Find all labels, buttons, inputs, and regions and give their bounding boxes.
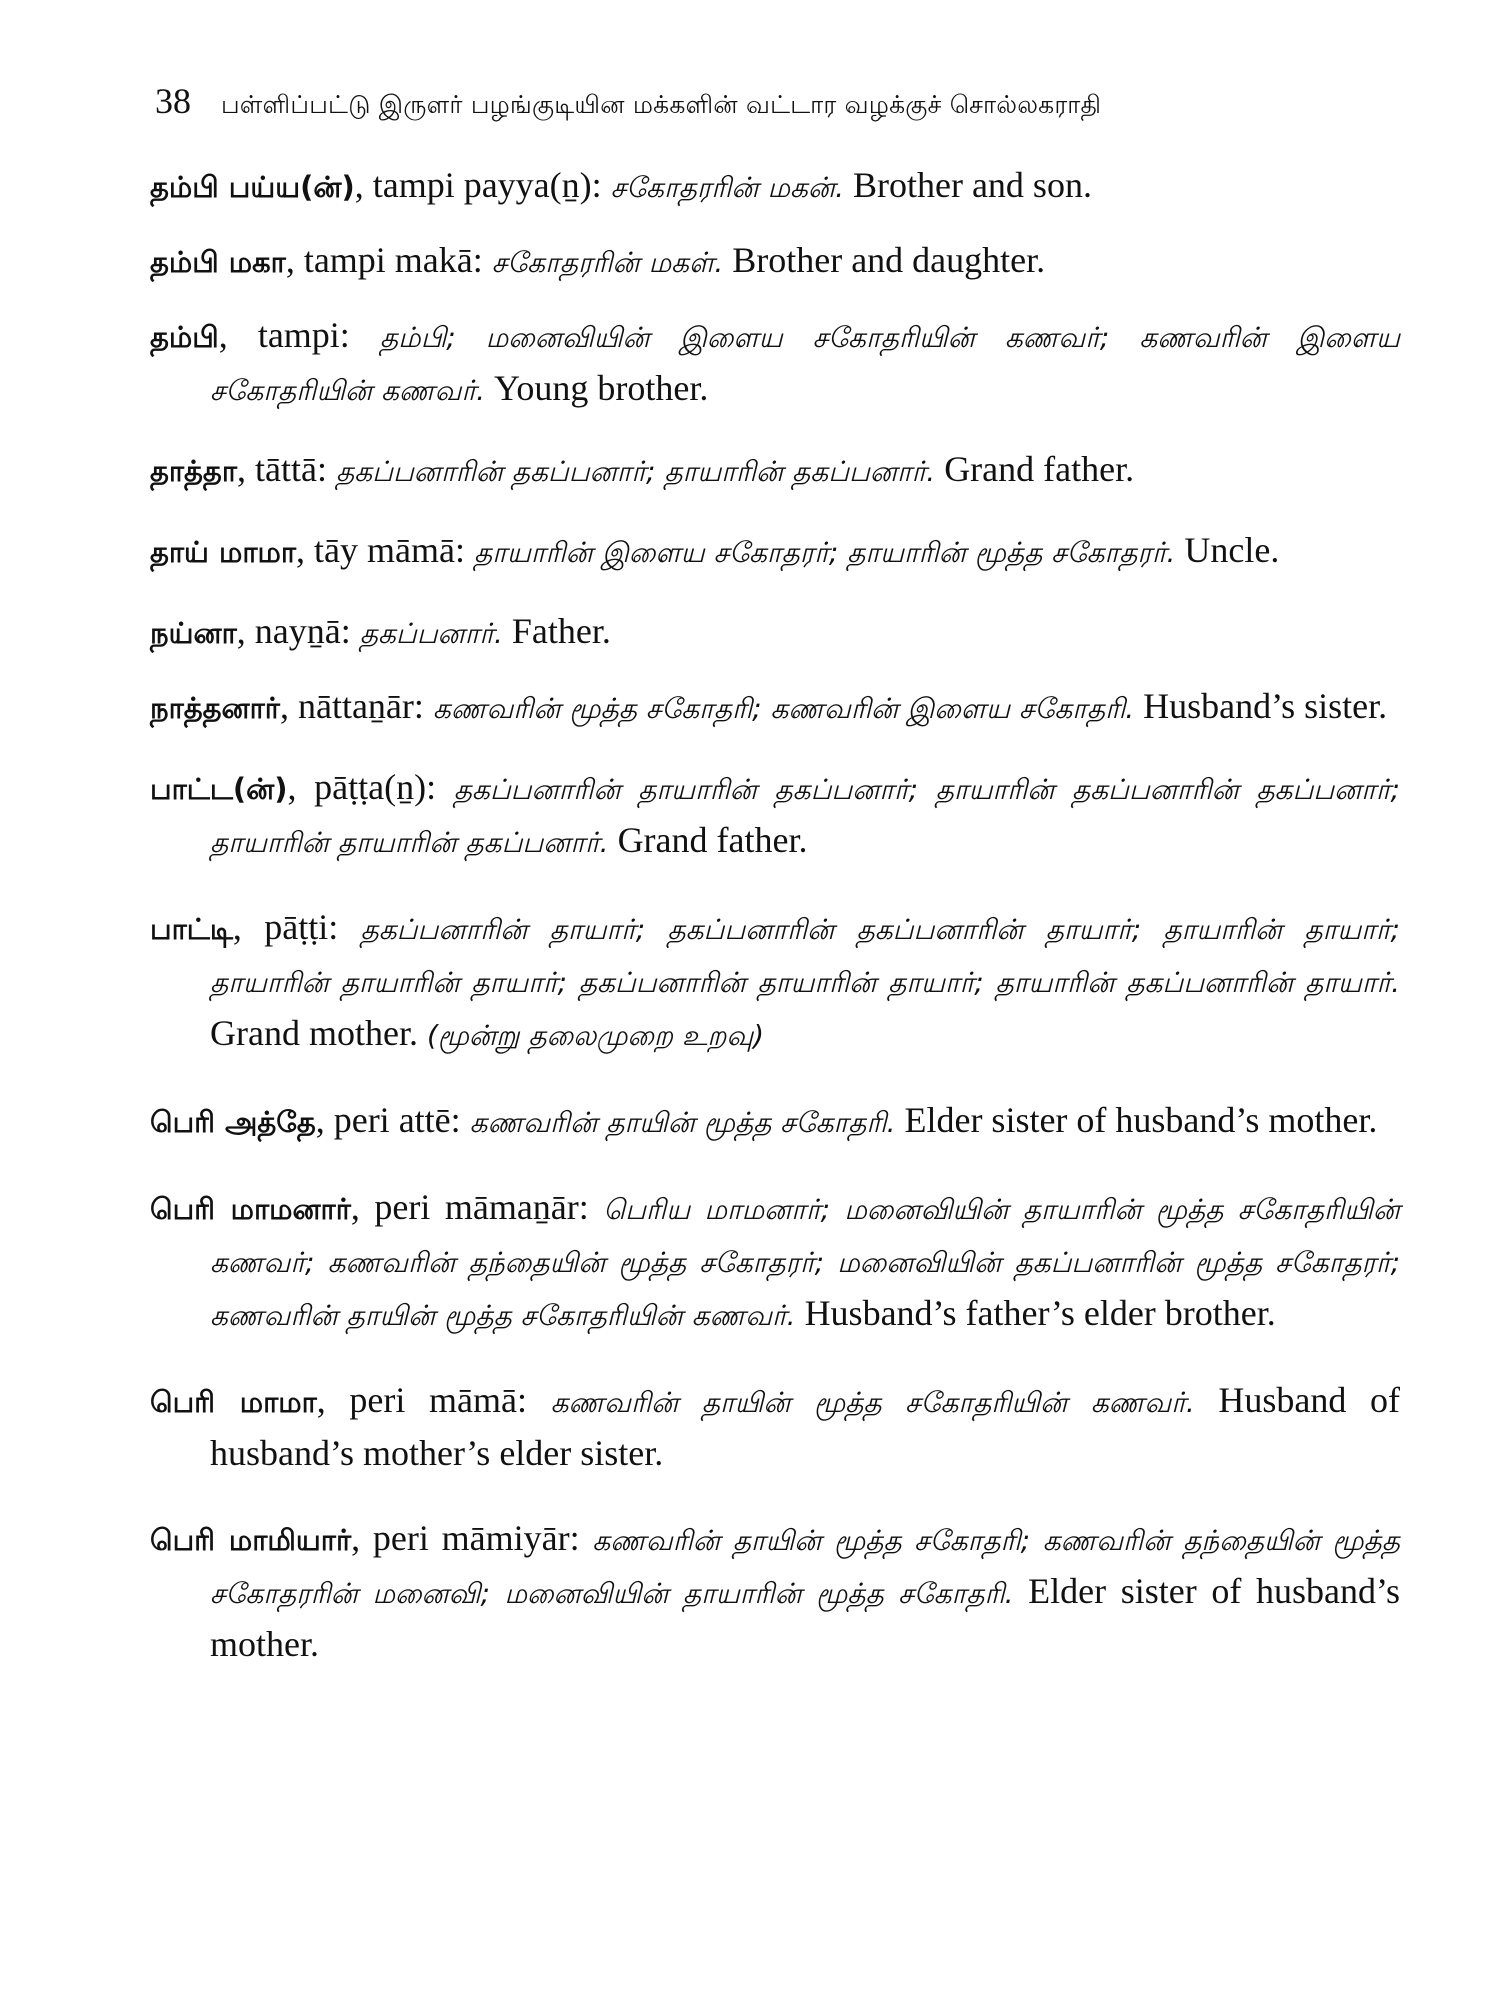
entry-headword: நாத்தனார் xyxy=(150,691,280,725)
entry-english-gloss: Grand father. xyxy=(617,820,808,860)
entry-tamil-definition: கணவரின் தாயின் மூத்த சகோதரியின் கணவர். xyxy=(550,1386,1195,1419)
entry-english-gloss: Brother and daughter. xyxy=(732,240,1046,280)
entry-headword: பெரி அத்தே xyxy=(150,1105,316,1139)
entry-headword: தாத்தா xyxy=(150,454,237,488)
entry-english-gloss: Elder sister of husband’s mother. xyxy=(904,1100,1378,1140)
entry-headword: தாய் மாமா xyxy=(150,535,296,569)
entry-tamil-definition: கணவரின் தாயின் மூத்த சகோதரி. xyxy=(469,1106,896,1139)
entry-english-gloss: Elder sister of husband’s mother. xyxy=(210,1571,1401,1664)
dictionary-entry: தம்பி, tampi: தம்பி; மனைவியின் இளைய சகோதரியின் கணவர்; கணவரின் இளைய சகோதரியின் கணவர். Young brother. xyxy=(150,315,1400,408)
entry-transliteration: pāṭṭa(ṉ) xyxy=(314,767,427,807)
entry-tamil-definition: சகோதரரின் மகள். xyxy=(491,246,724,279)
entry-tamil-definition: தகப்பனாரின் தாயாரின் தகப்பனார்; தாயாரின் தகப்பனாரின் தகப்பனார்; தாயாரின் தாயாரின் தகப்பனார். xyxy=(210,773,1400,859)
entry-english-gloss: Grand father. xyxy=(944,449,1135,489)
dictionary-entry: பெரி மாமியார், peri māmiyār: கணவரின் தாயின் மூத்த சகோதரி; கணவரின் தந்தையின் மூத்த சகோதரரின் மனைவி; மனைவியின் தாயாரின் மூத்த சகோதரி. Elder sister of husband’s mother. xyxy=(150,1518,1401,1664)
page-header xyxy=(155,80,1405,130)
running-title: பள்ளிப்பட்டு இருளர் பழங்குடியின மக்களின் வட்டார வழக்குச் சொல்லகராதி xyxy=(221,90,1102,119)
entry-english-gloss: Young brother. xyxy=(493,368,709,408)
dictionary-entry: பெரி அத்தே, peri attē: கணவரின் தாயின் மூத்த சகோதரி. Elder sister of husband’s mother. xyxy=(150,1100,1378,1140)
entry-headword: தம்பி பய்ய(ன்) xyxy=(150,170,355,204)
entry-tamil-definition: தகப்பனாரின் தகப்பனார்; தாயாரின் தகப்பனார். xyxy=(335,455,936,488)
dictionary-entry: பெரி மாமனார், peri māmaṉār: பெரிய மாமனார்; மனைவியின் தாயாரின் மூத்த சகோதரியின் கணவர்; கணவரின் தந்தையின் மூத்த சகோதரர்; மனைவியின் தகப்பனாரின் மூத்த சகோதரர்; கணவரின் தாயின் மூத்த சகோதரியின் கணவர். Husband’s father’s elder brother. xyxy=(150,1187,1401,1333)
entry-transliteration: peri māmā xyxy=(349,1380,517,1420)
entry-tamil-definition: தாயாரின் இளைய சகோதரர்; தாயாரின் மூத்த சகோதரர். xyxy=(473,536,1176,569)
entry-headword: பெரி மாமா xyxy=(150,1385,317,1419)
entry-english-gloss: Grand mother. xyxy=(210,1013,418,1053)
entry-headword: தம்பி மகா xyxy=(150,245,286,279)
entry-transliteration: tāttā xyxy=(254,449,317,489)
entry-headword: பெரி மாமனார் xyxy=(150,1192,351,1226)
entry-transliteration: nāttaṉār xyxy=(297,686,414,726)
page-number: 38 xyxy=(155,81,191,121)
entry-tamil-definition: தம்பி; மனைவியின் இளைய சகோதரியின் கணவர்; கணவரின் இளைய சகோதரியின் கணவர். xyxy=(210,321,1400,407)
entry-transliteration: nayṉā xyxy=(254,611,341,651)
entry-tamil-definition: கணவரின் மூத்த சகோதரி; கணவரின் இளைய சகோதரி. xyxy=(432,692,1135,725)
entry-transliteration: pāṭṭi xyxy=(264,907,329,947)
entry-transliteration: peri māmaṉār xyxy=(374,1187,579,1227)
dictionary-entry: தம்பி பய்ய(ன்), tampi payya(ṉ): சகோதரரின் மகன். Brother and son. xyxy=(150,165,1092,205)
entry-tamil-definition: தகப்பனார். xyxy=(359,617,503,650)
entry-transliteration: tāy māmā xyxy=(313,530,455,570)
entry-headword: பாட்டி xyxy=(150,912,233,946)
dictionary-entry: தாய் மாமா, tāy māmā: தாயாரின் இளைய சகோதரர்; தாயாரின் மூத்த சகோதரர். Uncle. xyxy=(150,530,1280,570)
entry-english-gloss: Husband’s father’s elder brother. xyxy=(804,1293,1276,1333)
entry-tamil-definition: கணவரின் தாயின் மூத்த சகோதரி; கணவரின் தந்தையின் மூத்த சகோதரரின் மனைவி; மனைவியின் தாயாரின் மூத்த சகோதரி. xyxy=(210,1524,1401,1610)
entry-tamil-note: (மூன்று தலைமுறை உறவு) xyxy=(426,1019,765,1052)
entry-tamil-definition: பெரிய மாமனார்; மனைவியின் தாயாரின் மூத்த சகோதரியின் கணவர்; கணவரின் தந்தையின் மூத்த சகோதரர்; மனைவியின் தகப்பனாரின் மூத்த சகோதரர்; கணவரின் தாயின் மூத்த சகோதரியின் கணவர். xyxy=(210,1193,1401,1332)
dictionary-entry: நாத்தனார், nāttaṉār: கணவரின் மூத்த சகோதரி; கணவரின் இளைய சகோதரி. Husband’s sister. xyxy=(150,686,1388,726)
entry-english-gloss: Husband of husband’s mother’s elder sister. xyxy=(210,1380,1400,1473)
dictionary-entry: பாட்ட(ன்), pāṭṭa(ṉ): தகப்பனாரின் தாயாரின் தகப்பனார்; தாயாரின் தகப்பனாரின் தகப்பனார்; தாயாரின் தாயாரின் தகப்பனார். Grand father. xyxy=(150,767,1400,860)
entry-headword: பெரி மாமியார் xyxy=(150,1523,352,1557)
entry-english-gloss: Father. xyxy=(511,611,611,651)
entry-transliteration: peri attē xyxy=(333,1100,451,1140)
entry-english-gloss: Brother and son. xyxy=(852,165,1092,205)
dictionary-entry: பாட்டி, pāṭṭi: தகப்பனாரின் தாயார்; தகப்பனாரின் தகப்பனாரின் தாயார்; தாயாரின் தாயார்; தாயாரின் தாயாரின் தாயார்; தகப்பனாரின் தாயாரின் தாயார்; தாயாரின் தகப்பனாரின் தாயார். Grand mother. (மூன்று தலைமுறை உறவு) xyxy=(150,907,1400,1053)
dictionary-entry: பெரி மாமா, peri māmā: கணவரின் தாயின் மூத்த சகோதரியின் கணவர். Husband of husband’s mother’s elder sister. xyxy=(150,1380,1400,1473)
dictionary-entry: நய்னா, nayṉā: தகப்பனார். Father. xyxy=(150,611,611,651)
dictionary-entry: தாத்தா, tāttā: தகப்பனாரின் தகப்பனார்; தாயாரின் தகப்பனார். Grand father. xyxy=(150,449,1135,489)
entry-list xyxy=(150,160,1400,1670)
entry-english-gloss: Uncle. xyxy=(1184,530,1280,570)
entry-headword: நய்னா xyxy=(150,616,237,650)
entry-transliteration: tampi xyxy=(257,315,340,355)
entry-transliteration: tampi payya(ṉ) xyxy=(372,165,592,205)
entry-transliteration: peri māmiyār xyxy=(372,1518,570,1558)
entry-headword: பாட்ட(ன்) xyxy=(150,772,288,806)
entry-transliteration: tampi makā xyxy=(303,240,473,280)
entry-tamil-definition: சகோதரரின் மகன். xyxy=(610,171,844,204)
dictionary-entry: தம்பி மகா, tampi makā: சகோதரரின் மகள். Brother and daughter. xyxy=(150,240,1046,280)
entry-headword: தம்பி xyxy=(150,320,219,354)
entry-tamil-definition: தகப்பனாரின் தாயார்; தகப்பனாரின் தகப்பனாரின் தாயார்; தாயாரின் தாயார்; தாயாரின் தாயாரின் தாயார்; தகப்பனாரின் தாயாரின் தாயார்; தாயாரின் தகப்பனாரின் தாயார். xyxy=(210,913,1400,999)
entry-english-gloss: Husband’s sister. xyxy=(1143,686,1388,726)
